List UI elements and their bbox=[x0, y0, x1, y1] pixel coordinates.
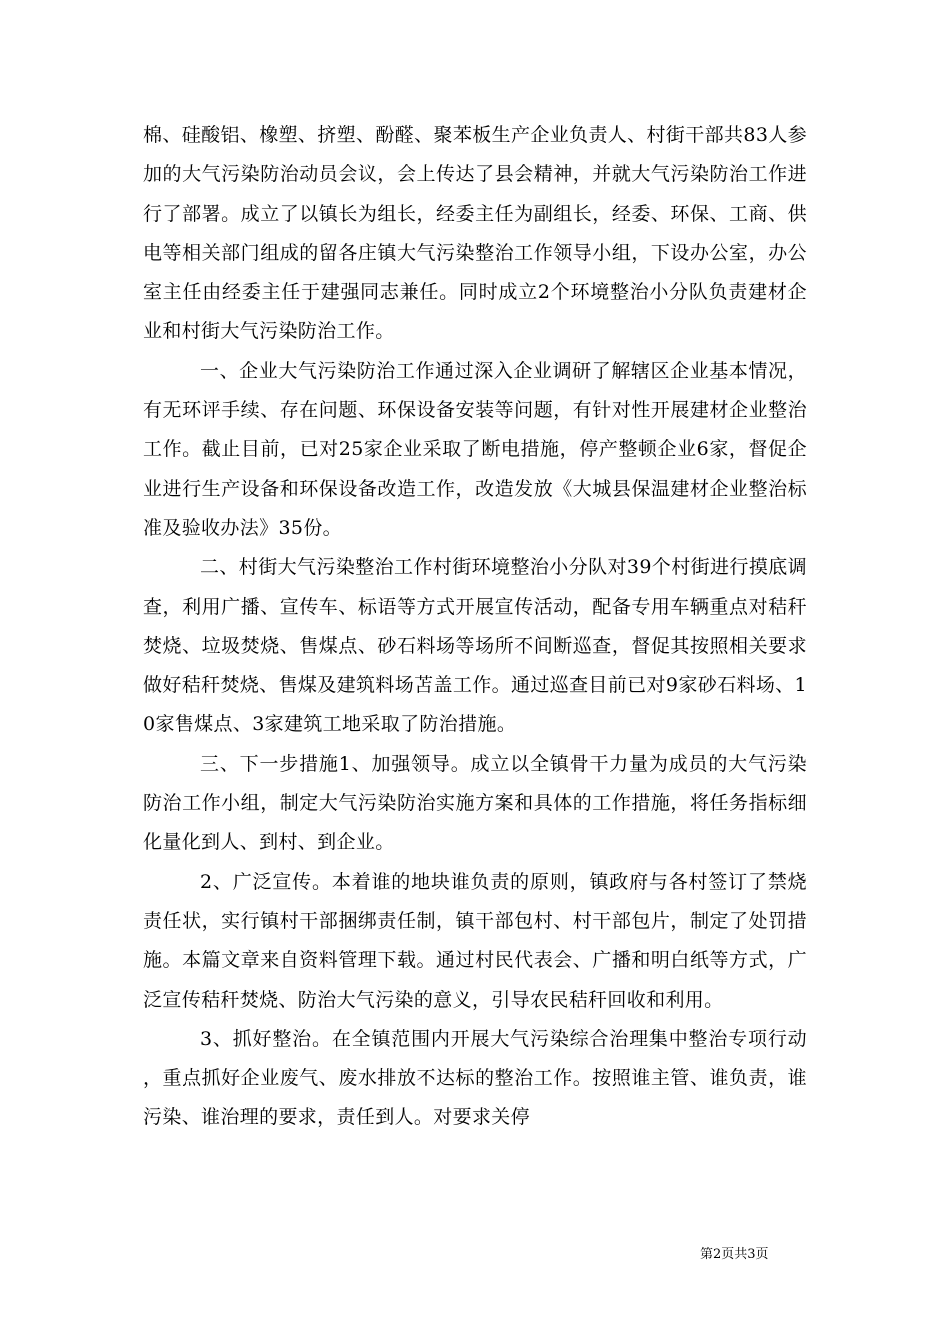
paragraph-enterprise-pollution-control: 一、企业大气污染防治工作通过深入企业调研了解辖区企业基本情况，有无环评手续、存在问题、环保设备安装等问题，有针对性开展建材企业整治工作。截止目前，已对25家企业采取了断电措施，停产整顿企业6家，督促企业进行生产设备和环保设备改造工作，改造发放《大城县保温建材企业整治标准及验收办法》35份。 bbox=[143, 359, 807, 539]
paragraph-village-pollution-control: 二、村街大气污染整治工作村街环境整治小分队对39个村街进行摸底调查，利用广播、宣传车、标语等方式开展宣传活动，配备专用车辆重点对秸秆焚烧、垃圾焚烧、售煤点、砂石料场等场所不间断巡查，督促其按照相关要求做好秸秆焚烧、售煤及建筑料场苫盖工作。通过巡查目前已对9家砂石料场、10家售煤点、3家建筑工地采取了防治措施。 bbox=[143, 556, 807, 736]
paragraph-publicity: 2、广泛宣传。本着谁的地块谁负责的原则，镇政府与各村签订了禁烧责任状，实行镇村干部捆绑责任制，镇干部包村、村干部包片，制定了处罚措施。本篇文章来自资料管理下载。通过村民代表会、广播和明白纸等方式，广泛宣传秸秆焚烧、防治大气污染的意义，引导农民秸秆回收和利用。 bbox=[143, 870, 807, 1011]
paragraph-continuation: 棉、硅酸铝、橡塑、挤塑、酚醛、聚苯板生产企业负责人、村街干部共83人参加的大气污染防治动员会议，会上传达了县会精神，并就大气污染防治工作进行了部署。成立了以镇长为组长，经委主任为副组长，经委、环保、工商、供电等相关部门组成的留各庄镇大气污染整治工作领导小组，下设办公室，办公室主任由经委主任于建强同志兼任。同时成立2个环境整治小分队负责建材企业和村街大气污染防治工作。 bbox=[143, 124, 807, 343]
paragraph-next-steps-leadership: 三、下一步措施1、加强领导。成立以全镇骨干力量为成员的大气污染防治工作小组，制定大气污染防治实施方案和具体的工作措施，将任务指标细化量化到人、到村、到企业。 bbox=[143, 752, 807, 854]
document-body bbox=[143, 116, 807, 1138]
paragraph-rectification: 3、抓好整治。在全镇范围内开展大气污染综合治理集中整治专项行动，重点抓好企业废气、废水排放不达标的整治工作。按照谁主管、谁负责，谁污染、谁治理的要求，责任到人。对要求关停 bbox=[143, 1027, 807, 1129]
page-number-footer: 第2页共3页 bbox=[700, 1247, 769, 1262]
